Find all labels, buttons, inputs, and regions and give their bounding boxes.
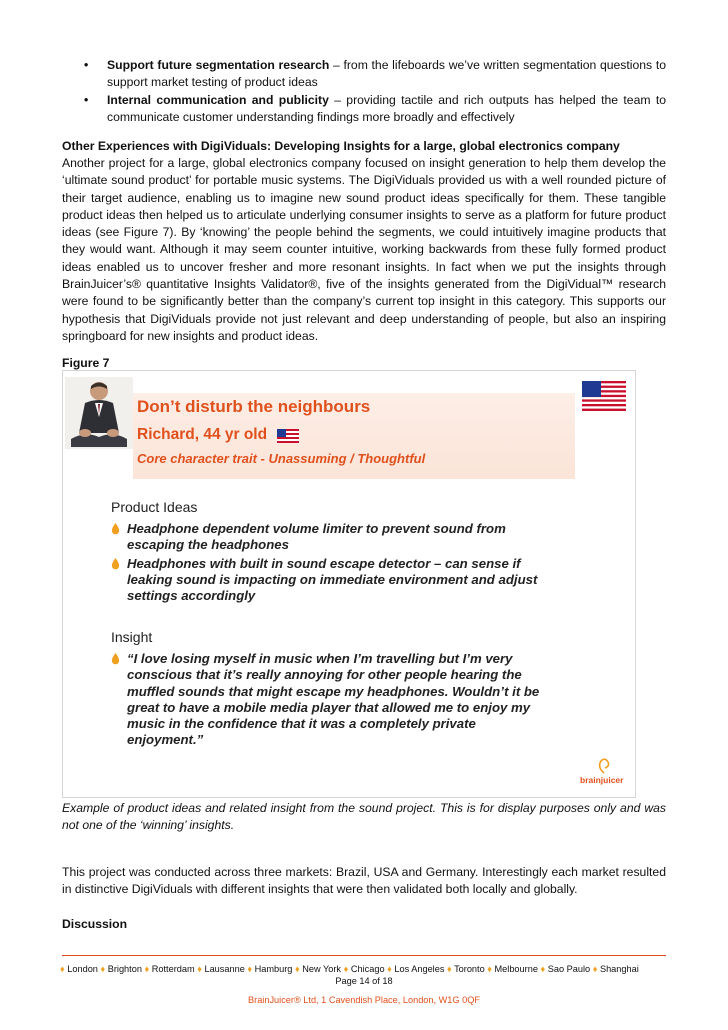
footer-city: Sao Paulo bbox=[547, 964, 593, 974]
insight-heading: Insight bbox=[111, 629, 153, 645]
bullet-list bbox=[84, 57, 666, 126]
drop-separator-icon: ♦ bbox=[387, 964, 395, 974]
figure-label: Figure 7 bbox=[62, 356, 110, 370]
drop-separator-icon: ♦ bbox=[343, 964, 351, 974]
figure-caption: Example of product ideas and related insight from the sound project. This is for display purposes only and was not one of the ‘winning’ insights. bbox=[62, 801, 666, 833]
drop-separator-icon: ♦ bbox=[100, 964, 108, 974]
insight-quote: “I love losing myself in music when I’m travelling but I’m very conscious that it’s really annoying for other people hearing the muffled sounds that might escape my headphones. Wouldn’t it be great to have a mobile media player that allowed me to enjoy my music in the confidence that it was a completely private enjoyment.” bbox=[127, 651, 540, 748]
body-paragraph: This project was conducted across three markets: Brazil, USA and Germany. Interestingly each market resulted in distinctive DigiViduals with different insights that were then validated both locally and globally. bbox=[62, 865, 666, 897]
footer-city: Toronto bbox=[454, 964, 488, 974]
slide-title: Don’t disturb the neighbours bbox=[137, 397, 371, 416]
product-idea-text: Headphone dependent volume limiter to prevent sound from escaping the headphones bbox=[127, 521, 506, 553]
bullet-item bbox=[84, 57, 666, 92]
footer-city: Lausanne bbox=[204, 964, 248, 974]
drop-separator-icon: ♦ bbox=[60, 964, 68, 974]
insight-list bbox=[111, 651, 551, 751]
bullet-text: – providing tactile and rich outputs has helped the team to communicate customer understanding findings more broadly and effectively bbox=[107, 92, 666, 124]
person-photo bbox=[65, 377, 133, 449]
footer-city: Melbourne bbox=[494, 964, 541, 974]
page-number: Page 14 of 18 bbox=[335, 976, 393, 986]
footer-city: Chicago bbox=[350, 964, 388, 974]
company-address: BrainJuicer® Ltd, 1 Cavendish Place, London, W1G 0QF bbox=[248, 995, 480, 1005]
footer-city: London bbox=[67, 964, 101, 974]
footer-city-list bbox=[60, 964, 668, 974]
footer-city: Los Angeles bbox=[394, 964, 447, 974]
product-idea-text: Headphones with built in sound escape detector – can sense if leaking sound is impacting on immediate environment and adjust settings accordingly bbox=[127, 555, 538, 604]
drop-separator-icon: ♦ bbox=[446, 964, 455, 974]
drop-separator-icon: ♦ bbox=[197, 964, 205, 974]
footer-city: Hamburg bbox=[254, 964, 295, 974]
drop-separator-icon: ♦ bbox=[592, 964, 600, 974]
product-ideas-list bbox=[111, 521, 551, 606]
body-paragraph: Another project for a large, global electronics company focused on insight generation to help them develop the ‘ultimate sound product’ for portable music systems. The DigiViduals provided us with a well rounded picture of their target audience, enabling us to imagine new sound product ideas specifically for them. These tangible product ideas then helped us to articulate underlying consumer insights to serve as a platform for future product ideas (see Figure 7). By ‘knowing’ the people behind the segments, we could intuitively imagine products that they would want. Although it may seem counter intuitive, working backwards from these fully formed product ideas enabled us to uncover fresher and more resonant insights. In fact when we put the insights through BrainJuicer’s® quantitative Insights Validator®, five of the insights generated from the DigiVidual™ research were found to be significantly better than the company’s current top insight in this category. This supports our hypothesis that DigiViduals provide not just relevant and deep understanding of people, but also an inspiring springboard for new insights and product ideas. bbox=[62, 156, 666, 343]
bullet-bold: Support future segmentation research bbox=[107, 58, 330, 72]
drop-separator-icon: ♦ bbox=[144, 964, 152, 974]
product-ideas-heading: Product Ideas bbox=[111, 499, 198, 515]
footer-city: New York bbox=[302, 964, 344, 974]
us-flag-icon bbox=[582, 381, 626, 411]
figure-slide bbox=[62, 370, 636, 798]
slide-trait: Core character trait - Unassuming / Thoughtful bbox=[137, 451, 426, 466]
list-item bbox=[111, 521, 551, 554]
section-heading: Discussion bbox=[62, 917, 128, 931]
footer-city: Shanghai bbox=[599, 964, 639, 974]
footer-city: Rotterdam bbox=[151, 964, 198, 974]
list-item bbox=[111, 556, 551, 605]
us-flag-icon bbox=[277, 429, 299, 443]
bullet-item bbox=[84, 92, 666, 127]
logo-swirl-icon bbox=[595, 758, 613, 774]
bullet-text: – from the lifeboards we’ve written segmentation questions to support market testing of product ideas bbox=[107, 58, 666, 90]
drop-separator-icon: ♦ bbox=[247, 964, 255, 974]
brainjuicer-logo bbox=[575, 758, 629, 788]
drop-bullet-icon bbox=[111, 653, 120, 665]
section-heading: Other Experiences with DigiViduals: Developing Insights for a large, global electronics company bbox=[62, 139, 620, 153]
bullet-bold: Internal communication and publicity bbox=[107, 92, 329, 107]
drop-bullet-icon bbox=[111, 558, 120, 570]
list-item bbox=[111, 651, 551, 749]
drop-separator-icon: ♦ bbox=[487, 964, 495, 974]
footer-divider bbox=[62, 955, 666, 956]
drop-separator-icon: ♦ bbox=[294, 964, 303, 974]
logo-text: brainjuicer bbox=[580, 775, 624, 785]
drop-bullet-icon bbox=[111, 523, 120, 535]
slide-subtitle: Richard, 44 yr old bbox=[137, 426, 268, 443]
footer-city: Brighton bbox=[107, 964, 145, 974]
drop-separator-icon: ♦ bbox=[540, 964, 548, 974]
